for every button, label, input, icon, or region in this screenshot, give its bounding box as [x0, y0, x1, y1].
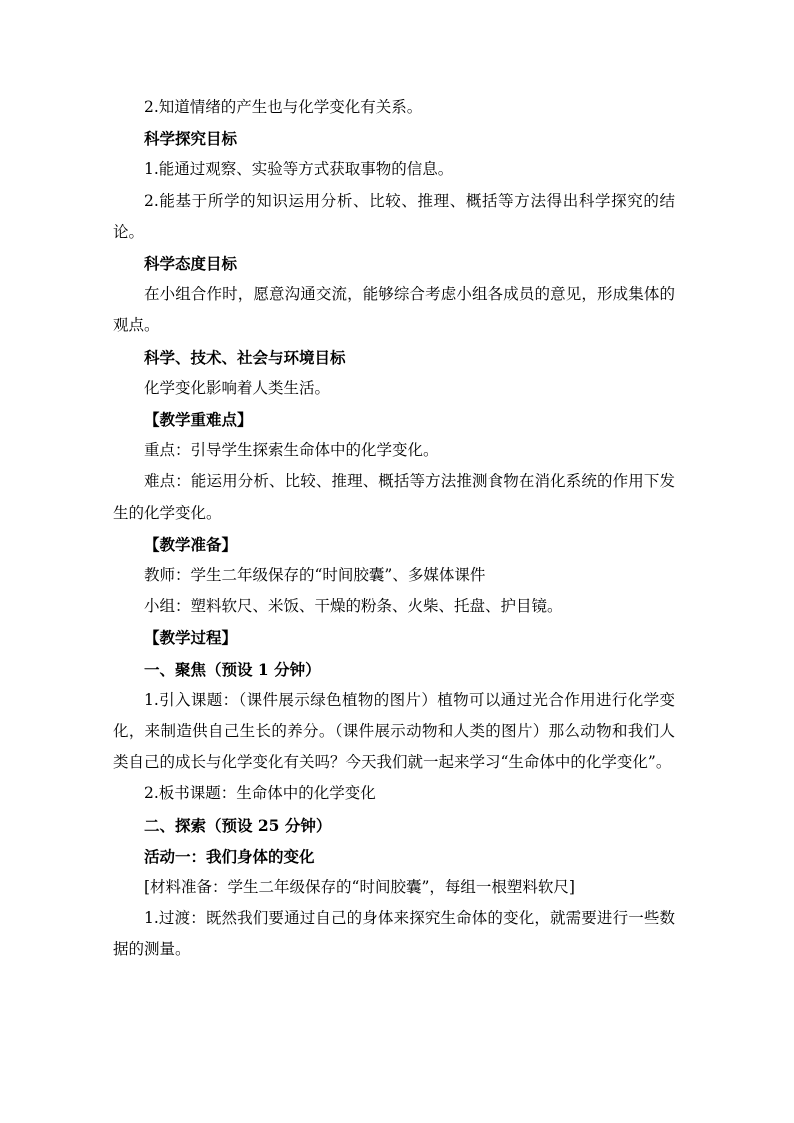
document-page — [113, 92, 675, 966]
attitude-goal: 在小组合作时，愿意沟通交流，能够综合考虑小组各成员的意见，形成集体的观点。 — [113, 285, 675, 335]
heading-focus: 一、聚焦（预设 1 分钟） — [144, 659, 321, 679]
board-title: 2.板书课题：生命体中的化学变化 — [144, 784, 376, 803]
introduce-topic: 1.引入课题：（课件展示绿色植物的图片）植物可以通过光合作用进行化学变化，来制造供自己生长的养分。（课件展示动物和人类的图片）那么动物和我们人类自己的成长与化学变化有关吗？今天我们就一起来学习“生命体中的化学变化”。 — [113, 690, 675, 772]
objective-emotion: 2.知道情绪的产生也与化学变化有关系。 — [144, 98, 423, 116]
inquiry-goal-2: 2.能基于所学的知识运用分析、比较、推理、概括等方法得出科学探究的结论。 — [113, 191, 675, 241]
heading-stse-goals: 科学、技术、社会与环境目标 — [144, 347, 346, 367]
material-preparation: [材料准备：学生二年级保存的“时间胶囊”，每组一根塑料软尺] — [144, 878, 575, 897]
heading-process: 【教学过程】 — [144, 628, 238, 648]
transition: 1.过渡：既然我们要通过自己的身体来探究生命体的变化，就需要进行一些数据的测量。 — [113, 909, 675, 959]
stse-goal: 化学变化影响着人类生活。 — [144, 378, 331, 397]
heading-activity-1: 活动一：我们身体的变化 — [144, 846, 315, 866]
heading-preparation: 【教学准备】 — [144, 534, 238, 554]
key-point: 重点：引导学生探索生命体中的化学变化。 — [144, 441, 439, 460]
inquiry-goal-1: 1.能通过观察、实验等方式获取事物的信息。 — [144, 160, 454, 179]
difficult-point: 难点：能运用分析、比较、推理、概括等方法推测食物在消化系统的作用下发生的化学变化。 — [113, 472, 675, 522]
heading-key-points: 【教学重难点】 — [144, 410, 253, 430]
heading-attitude-goals: 科学态度目标 — [144, 254, 238, 274]
teacher-preparation: 教师：学生二年级保存的“时间胶囊”、多媒体课件 — [144, 566, 486, 585]
group-preparation: 小组：塑料软尺、米饭、干燥的粉条、火柴、托盘、护目镜。 — [144, 597, 563, 616]
heading-inquiry-goals: 科学探究目标 — [144, 129, 238, 149]
heading-explore: 二、探索（预设 25 分钟） — [144, 815, 332, 835]
